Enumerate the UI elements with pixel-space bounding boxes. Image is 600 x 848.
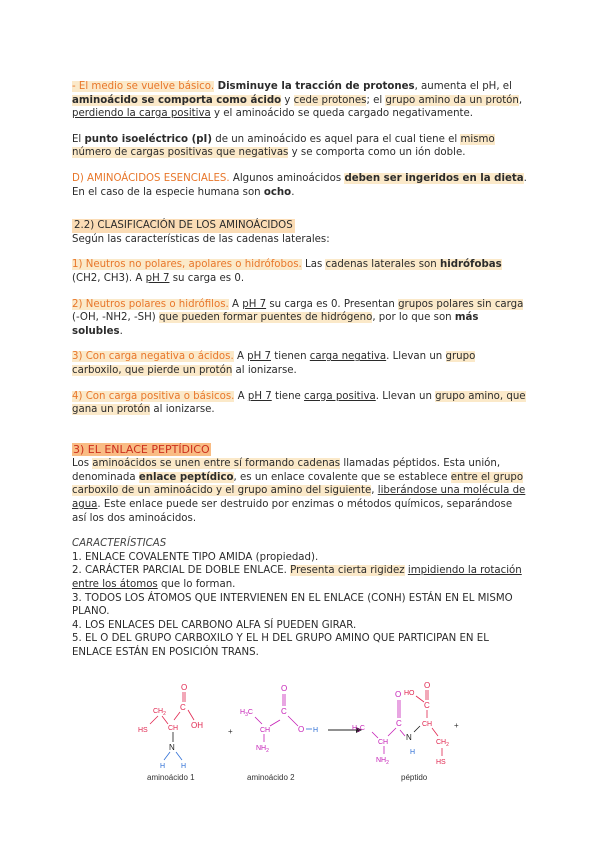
text: (-OH, -NH2, -SH)	[72, 312, 160, 324]
essential-heading: D) AMINOÁCIDOS ESENCIALES.	[72, 172, 230, 184]
class-4	[72, 390, 528, 417]
characteristic-4: 4. LOS ENLACES DEL CARBONO ALFA SÍ PUEDEN GIRAR.	[72, 619, 357, 631]
text: ,	[518, 94, 523, 106]
text: . Este enlace puede ser destruido por enzimas o métodos químicos, separándose así los dos aminoácidos.	[72, 499, 513, 524]
text: su carga es 0. Presentan	[266, 298, 399, 310]
text: al ionizarse.	[150, 404, 215, 416]
thiol-label: HS	[138, 727, 148, 734]
paragraph-peptide-bond	[72, 457, 528, 525]
text: Presenta cierta rigidez	[290, 565, 405, 577]
text: punto isoeléctrico (pI)	[84, 133, 212, 145]
text: . Llevan un	[386, 351, 446, 363]
amino-acid-1-structure	[138, 683, 203, 782]
text: aminoácidos se unen entre sí formando cadenas	[92, 458, 341, 470]
carbon-label: C	[281, 707, 287, 716]
carbon-label: C	[180, 703, 186, 712]
text: protones	[363, 81, 415, 92]
paragraph-isoelectric	[72, 133, 528, 160]
text: A	[228, 298, 243, 310]
amino-acid-2-label: aminoácido 2	[247, 773, 295, 782]
class-2	[72, 298, 528, 339]
section-2-2-title	[72, 219, 528, 233]
text: Disminuye la tracción de	[214, 81, 364, 92]
oxygen-label: O	[281, 684, 288, 693]
section-3-title	[72, 443, 528, 458]
text: .	[291, 186, 295, 198]
text: grupo amino, que gana un protón	[72, 390, 526, 416]
text: más solubles	[72, 312, 479, 337]
ch2-label: $CH_2$	[436, 739, 449, 748]
oxygen-label: O	[298, 725, 305, 734]
text: perdiendo la carga positiva	[72, 108, 211, 120]
text: entre el grupo carboxilo de un aminoácido y el grupo amino del siguiente	[72, 471, 524, 497]
plus-sign: +	[228, 727, 233, 736]
text: grupo carboxilo, que pierde un protón	[72, 351, 476, 376]
amino-acid-2-structure	[240, 684, 318, 782]
text: carga negativa	[309, 351, 387, 363]
characteristic-2	[72, 564, 528, 591]
text: y el aminoácido se queda cargado negativamente.	[210, 108, 474, 120]
text: carga positiva	[304, 390, 376, 402]
text: Las	[301, 259, 326, 271]
text: de un aminoácido es aquel para el cual tiene el	[212, 133, 461, 145]
class-heading: 3) Con carga negativa o ácidos.	[72, 351, 234, 363]
text: liberándose una molécula de agua	[72, 485, 526, 511]
oxygen-label: O	[424, 681, 431, 690]
h3c-label: $H_3C$	[240, 709, 253, 718]
class-3	[72, 350, 528, 377]
text: tiene	[271, 390, 305, 402]
class-heading: 2) Neutros polares o hidrófilos.	[72, 298, 229, 310]
section-2-2-intro: Según las características de las cadenas laterales:	[72, 233, 330, 245]
oxygen-label: O	[395, 690, 402, 699]
ch-label: CH	[260, 727, 271, 734]
text: (CH2, CH3). A	[72, 272, 146, 284]
section-title: 3) EL ENLACE PEPTÍDICO	[73, 442, 210, 456]
oxygen-label: O	[181, 683, 188, 692]
characteristic-5: 5. EL O DEL GRUPO CARBOXILO Y EL H DEL GRUPO AMINO QUE PARTICIPAN EN EL ENLACE ESTÁN EN POSICIÓN TRANS.	[72, 633, 489, 658]
text: grupo amino da un protón	[385, 94, 519, 106]
hydrogen-label: H	[160, 763, 166, 770]
hydroxyl-label: OH	[191, 721, 203, 730]
basic-medium-lead: - El medio se vuelve básico.	[72, 81, 215, 92]
text: A	[233, 351, 248, 363]
carbon-label: C	[396, 719, 402, 728]
characteristics-title: CARACTERÍSTICAS	[72, 538, 167, 550]
text: deben ser ingeridos en la dieta	[344, 172, 524, 184]
hydrogen-label: H	[313, 727, 319, 734]
text: ocho	[263, 186, 292, 198]
peptide-label: péptido	[401, 773, 428, 782]
text: cede protones	[293, 94, 367, 106]
class-heading: 4) Con carga positiva o básicos.	[72, 390, 235, 402]
characteristic-1: 1. ENLACE COVALENTE TIPO AMIDA (propiedad).	[72, 551, 319, 563]
text: . Llevan un	[375, 390, 436, 402]
document-body	[72, 80, 528, 660]
text: ,	[371, 485, 378, 497]
text: pH 7	[145, 272, 170, 284]
nitrogen-label: N	[406, 733, 412, 742]
text: pH 7	[242, 298, 267, 310]
hydroxyl-label: HO	[404, 690, 415, 697]
nitrogen-label: N	[169, 743, 175, 752]
text: Algunos aminoácidos	[229, 172, 345, 184]
peptide-structure	[352, 681, 459, 782]
hydrogen-label: H	[410, 749, 416, 756]
text: pH 7	[247, 390, 272, 402]
text: 2. CARÁCTER PARCIAL DE DOBLE ENLACE.	[72, 565, 287, 577]
section-title: 2.2) CLASIFICACIÓN DE LOS AMINOÁCIDOS	[74, 220, 293, 232]
amino-acid-1-label: aminoácido 1	[147, 773, 195, 782]
text: .	[119, 325, 123, 337]
plus-sign: +	[454, 721, 459, 730]
text: que pueden formar puentes de hidrógeno	[159, 312, 373, 324]
class-heading: 1) Neutros no polares, apolares o hidrófobos.	[72, 259, 302, 271]
class-1	[72, 258, 528, 285]
hydrogen-label: H	[181, 763, 187, 770]
text: A	[234, 390, 248, 402]
nh2-label: $NH_2$	[376, 757, 389, 766]
text: Los	[72, 458, 93, 470]
thiol-label: HS	[436, 759, 446, 766]
nh2-label: $NH_2$	[256, 745, 269, 754]
text: al ionizarse.	[232, 364, 297, 376]
ch-label: CH	[422, 721, 433, 728]
h3c-label: $H_3C$	[352, 725, 365, 734]
text: ; el	[366, 94, 386, 106]
text: y	[281, 94, 294, 106]
text: mismo número de cargas positivas que negativas	[72, 133, 495, 159]
text: aminoácido se comporta como ácido	[72, 94, 282, 106]
text: , por lo que son	[372, 312, 455, 324]
text: , es un enlace covalente que se establece	[233, 471, 451, 483]
text: grupos polares sin carga	[398, 298, 524, 310]
carbon-label: C	[424, 701, 430, 710]
text: . En el caso de la especie humana son	[72, 172, 527, 198]
paragraph-basic-medium	[72, 80, 528, 121]
ch-label: CH	[168, 725, 179, 732]
text: pH 7	[247, 351, 272, 363]
ch2-label: $CH_2$	[153, 708, 166, 717]
text: tienen	[271, 351, 310, 363]
peptide-bond-reaction-figure	[120, 676, 490, 786]
text: El	[72, 133, 85, 145]
text: su carga es 0.	[169, 272, 245, 284]
paragraph-essential	[72, 172, 528, 199]
text: impidiendo la rotación entre los átomos	[72, 565, 522, 591]
text: , aumenta el pH, el	[414, 81, 512, 92]
text: enlace peptídico	[138, 471, 234, 483]
characteristic-3: 3. TODOS LOS ÁTOMOS QUE INTERVIENEN EN EL ENLACE (CONH) ESTÁN EN EL MISMO PLANO.	[72, 592, 513, 618]
ch-label: CH	[378, 739, 389, 746]
text: llamadas péptidos. Esta unión, denominada	[72, 458, 501, 483]
text: y se comporta como un ión doble.	[288, 147, 466, 159]
text: que lo forman.	[157, 579, 236, 591]
text: cadenas laterales son	[325, 259, 440, 271]
text: hidrófobas	[439, 259, 502, 271]
